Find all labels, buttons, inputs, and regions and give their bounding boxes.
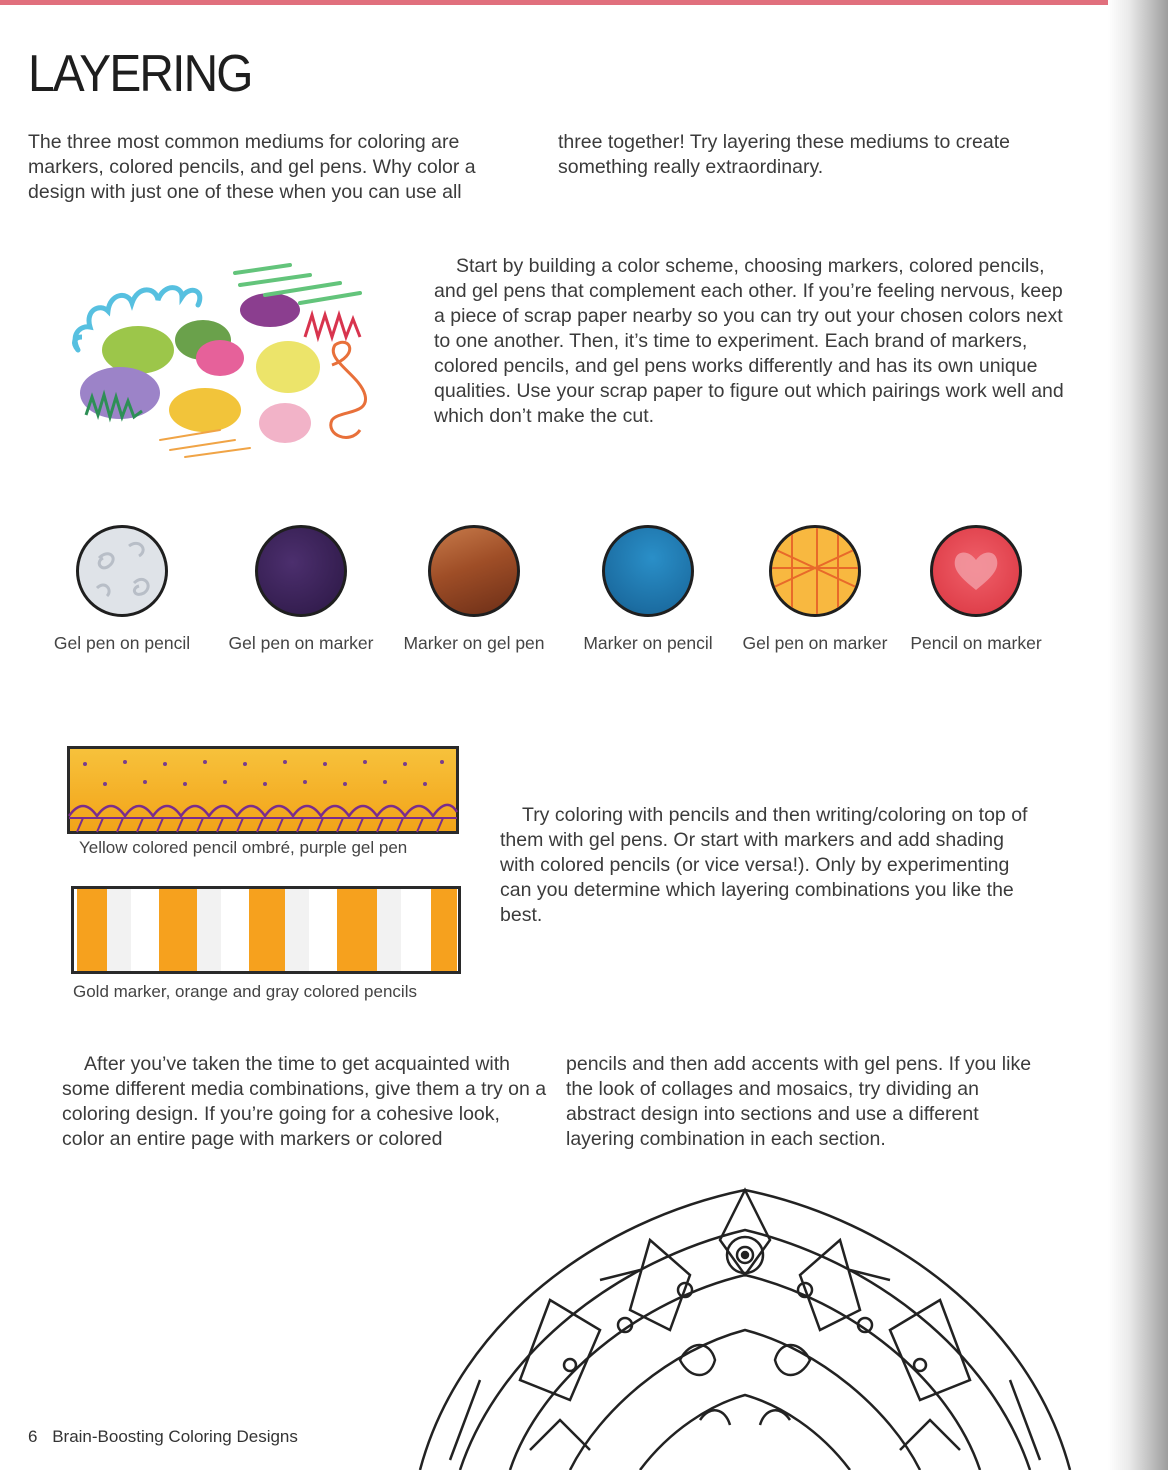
layering-swatch-row: [38, 525, 1068, 665]
final-column-1: After you’ve taken the time to get acquainted with some different media combinations, give them a try on a coloring design. If you’re going for a cohesive look, color an entire page with markers or colored: [62, 1053, 547, 1150]
pencil-on-marker-swatch-icon: [930, 525, 1022, 617]
swatch-label: Marker on pencil: [583, 633, 713, 653]
strip-1-caption: Yellow colored pencil ombré, purple gel pen: [79, 838, 408, 857]
page-footer: [28, 1427, 298, 1447]
swatch-gel-pen-on-marker-2: [735, 525, 895, 654]
swatch-gel-pen-on-pencil: [42, 525, 202, 654]
swatch-label: Gel pen on pencil: [53, 633, 191, 653]
page-title: LAYERING: [28, 45, 252, 103]
page-number: 6: [28, 1427, 38, 1446]
gold-marker-strip: [71, 886, 461, 974]
gel-pen-on-pencil-swatch-icon: [76, 525, 168, 617]
swatch-marker-on-pencil: [568, 525, 728, 654]
page-spine-shadow: [1108, 0, 1168, 1470]
strip-2-caption: Gold marker, orange and gray colored pencils: [73, 982, 417, 1001]
swatch-pencil-on-marker: [896, 525, 1056, 654]
pencils-paragraph: Try coloring with pencils and then writing/coloring on top of them with gel pens. Or start with markers and add shading with colored pencils (or vice versa!). Only by experimenting can you determine which layering combinations you like the best.: [500, 804, 1028, 926]
swatch-gel-pen-on-marker: [221, 525, 381, 654]
swatch-label: Pencil on marker: [910, 633, 1042, 653]
gel-pen-on-marker-swatch-icon: [255, 525, 347, 617]
swatch-label: Gel pen on marker: [228, 633, 374, 653]
gel-pen-on-marker-swatch-2-icon: [769, 525, 861, 617]
yellow-ombre-strip: [67, 746, 459, 834]
final-column-2: pencils and then add accents with gel pens. If you like the look of collages and mosaics, try dividing an abstract design into sections and use a different layering combination in each section.: [566, 1053, 1032, 1150]
swatch-label: Gel pen on marker: [742, 633, 888, 653]
color-scheme-paragraph: Start by building a color scheme, choosing markers, colored pencils, and gel pens that complement each other. If you’re feeling nervous, keep a piece of scrap paper nearby so you can try out your chosen colors next to one another. Then, it’s time to experiment. Each brand of markers, colored pencils, and gel pens works differently and has its own unique qualities. Use your scrap paper to figure out which pairings work well and which don’t make the cut.: [434, 255, 1064, 427]
color-scheme-scribbles-illustration: [60, 245, 400, 475]
top-accent-bar: [0, 0, 1150, 5]
book-title: Brain-Boosting Coloring Designs: [52, 1427, 298, 1446]
swatch-marker-on-gel-pen: [394, 525, 554, 654]
intro-column-1: The three most common mediums for coloring are markers, colored pencils, and gel pens. Why color a design with just one of these when you can use all: [28, 131, 476, 203]
swatch-label: Marker on gel pen: [403, 633, 545, 653]
marker-on-gel-pen-swatch-icon: [428, 525, 520, 617]
intro-column-2: three together! Try layering these mediums to create something really extraordinary.: [558, 131, 1010, 178]
mandala-coloring-illustration: [400, 1180, 1090, 1470]
marker-on-pencil-swatch-icon: [602, 525, 694, 617]
